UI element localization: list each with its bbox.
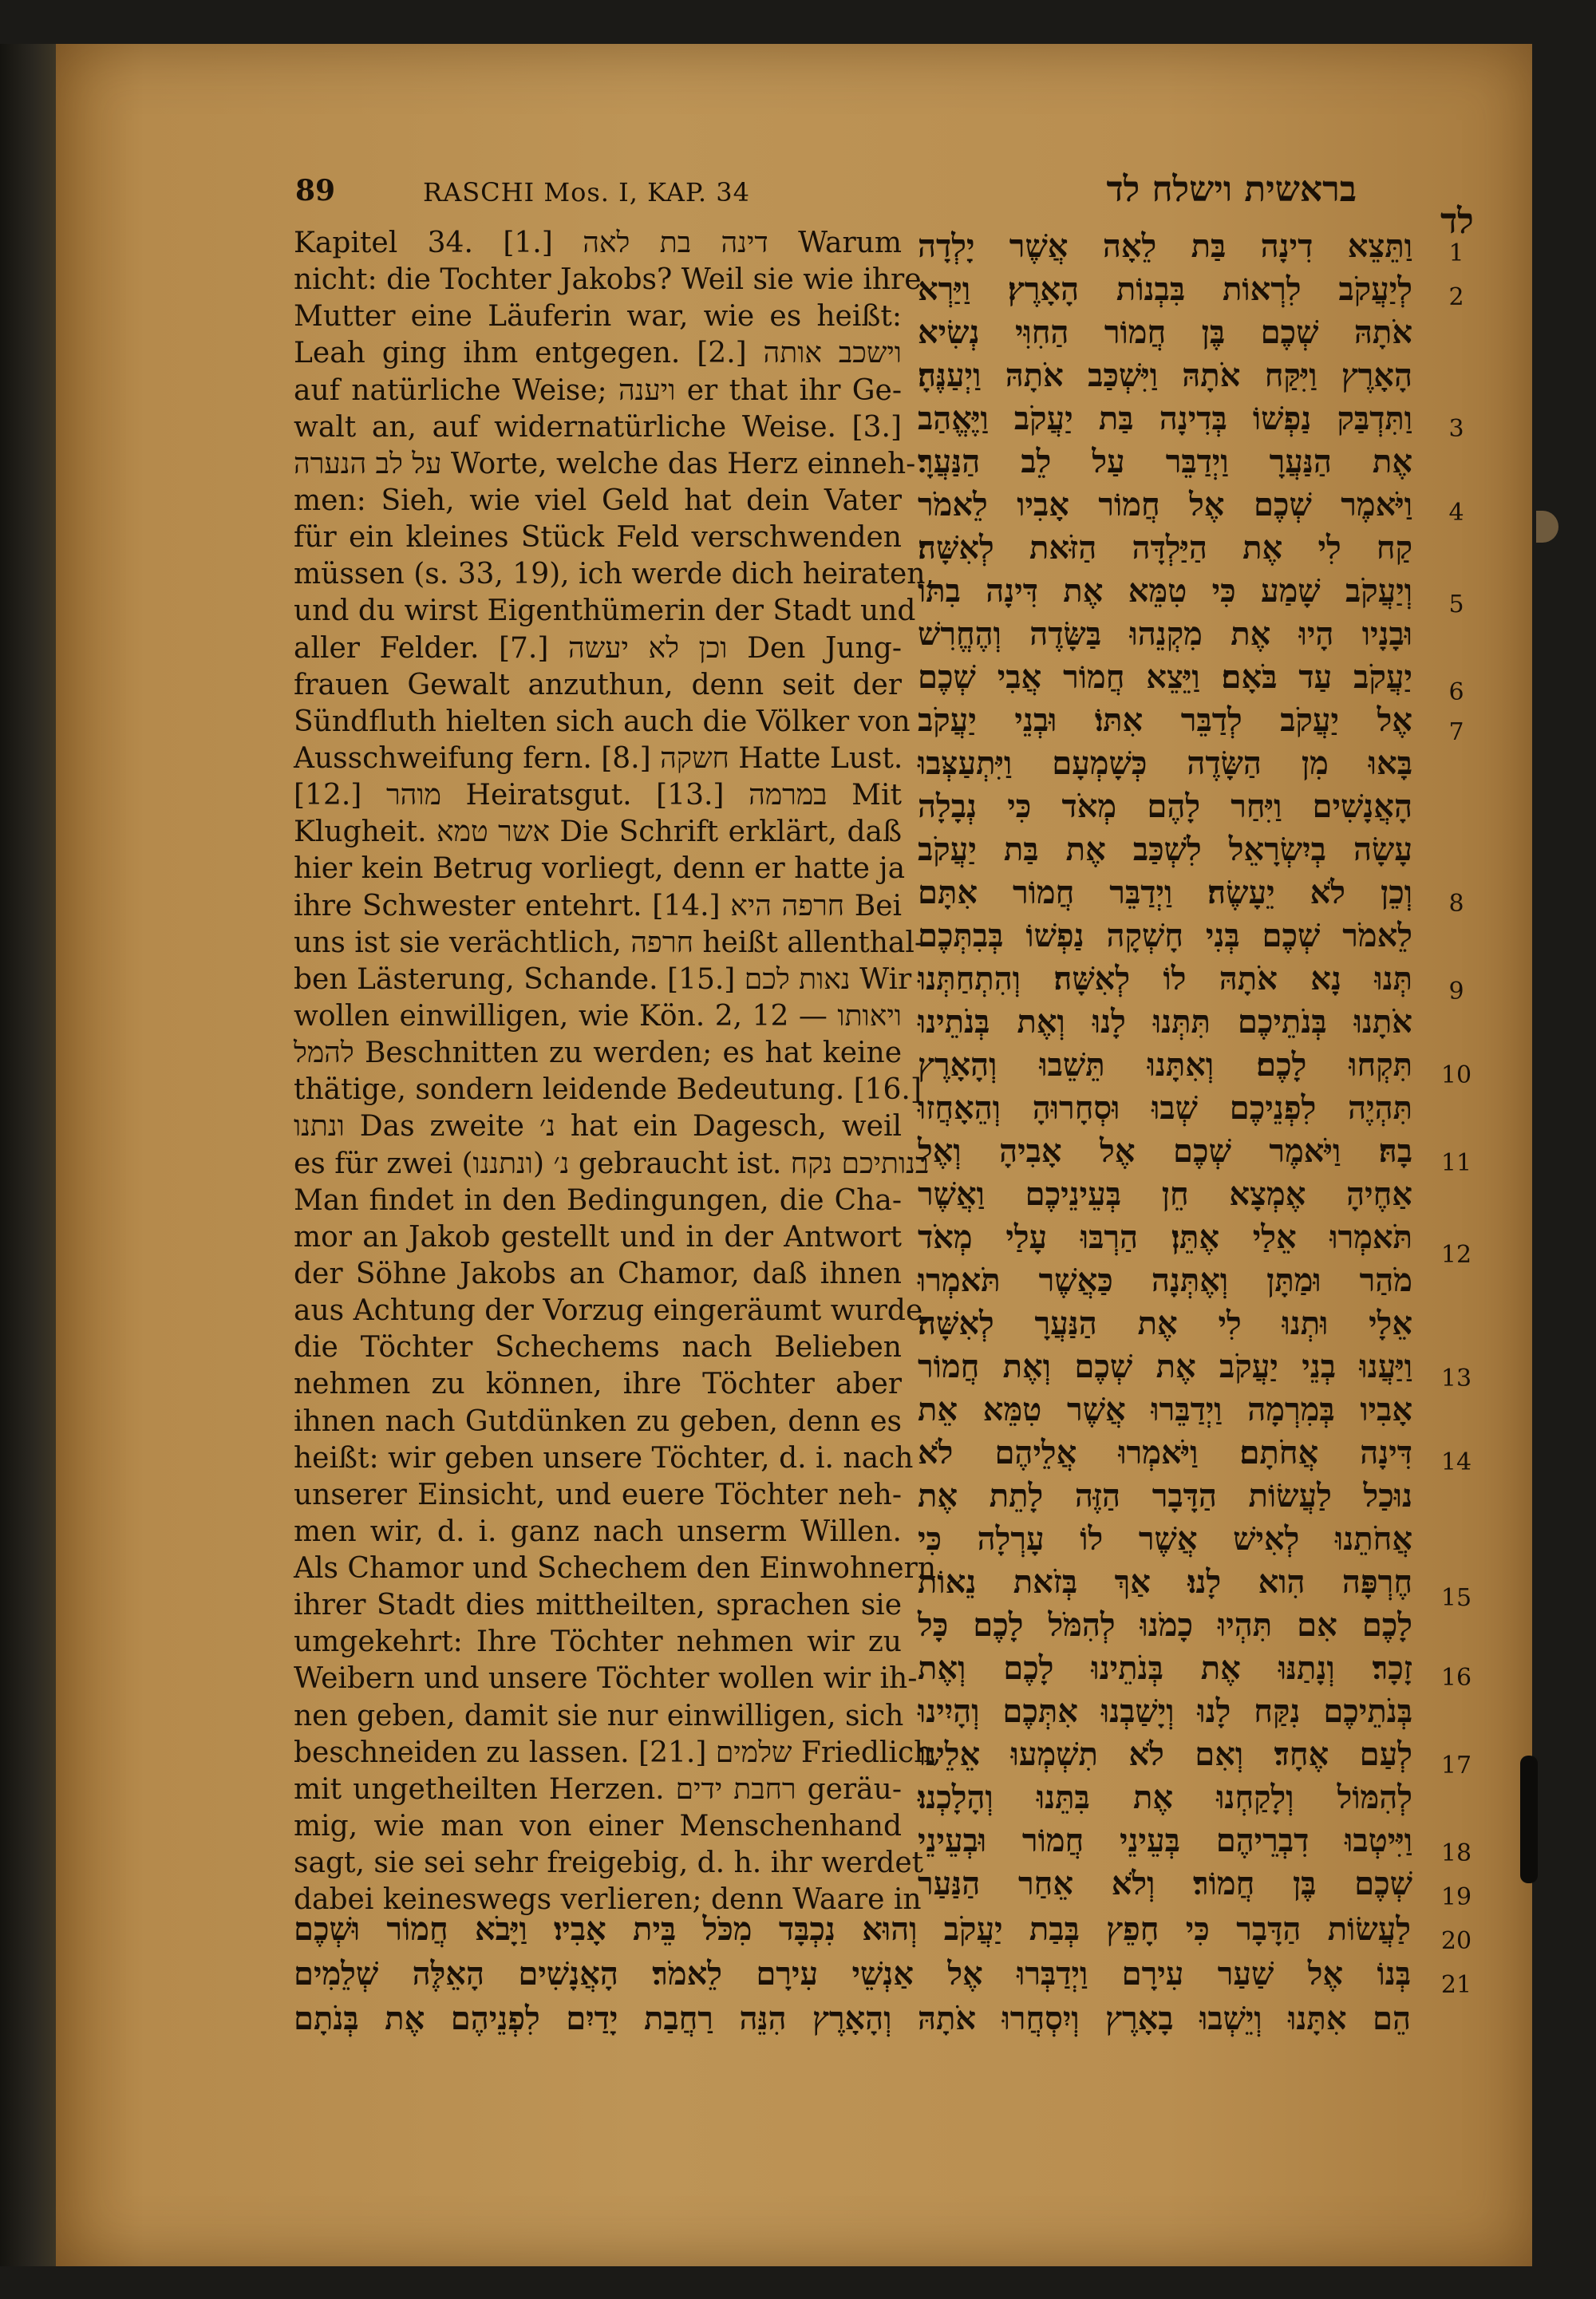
verse-number: 6 (1448, 678, 1464, 706)
hebrew-line: תִּקְחוּ לָכֶם׃ וְאִתָּנוּ תֵּשֵׁבוּ וְהָאָרֶץ (918, 1046, 1412, 1084)
verse-number: 13 (1440, 1365, 1472, 1392)
commentary-line: beschneiden zu lassen. [21.] שלמים Friedlich, (294, 1736, 942, 1769)
verse-number: 21 (1440, 1971, 1472, 1999)
commentary-line: sagt, sie sei sehr freigebig, d. h. ihr werdet (294, 1847, 924, 1880)
hebrew-line: עָשָׂה בְיִשְׂרָאֵל לִשְׁכַּב אֶת בַּת יַעֲקֹב (918, 831, 1412, 868)
commentary-line: der Söhne Jakobs an Chamor, daß ihnen (294, 1257, 902, 1290)
hebrew-bottom-line: בְּנוֹ אֶל שַׁעַר עִירָם וַיְדַבְּרוּ אֶל אַנְשֵׁי עִירָם לֵאמֹר׃ הָאֲנָשִׁים הָאֵלֶּה שְׁלֵמִים (294, 1955, 1411, 1993)
commentary-line: wollen einwilligen, wie Kön. 2, 12 — ויאותו (294, 999, 902, 1033)
commentary-line: und du wirst Eigenthümerin der Stadt und (294, 595, 916, 628)
commentary-line: aller Felder. [7.] וכן לא יעשה Den Jung- (294, 631, 902, 665)
hebrew-line: יַעֲקֹב עַד בֹּאָם׃ וַיֵּצֵא חֲמוֹר אֲבִי שְׁכֶם (918, 658, 1412, 696)
page-fold-shadow (1520, 1756, 1538, 1883)
hebrew-bottom-line: לַעֲשׂוֹת הַדָּבָר כִּי חָפֵץ בְּבַת יַעֲקֹב וְהוּא נִכְבָּד מִכֹּל בֵּית אָבִיו׃ וַיָּבֹא חֲמוֹר וּשְׁכֶם (294, 1910, 1411, 1948)
verse-number: 20 (1440, 1927, 1472, 1955)
verse-number: 11 (1440, 1149, 1472, 1177)
hebrew-line: וְיַעֲקֹב שָׁמַע כִּי טִמֵּא אֶת דִּינָה בִתּוֹ (918, 572, 1412, 610)
hebrew-line: לְהִמּוֹל וְלָקַחְנוּ אֶת בִּתֵּנוּ וְהָלָכְנוּ׃ (918, 1779, 1412, 1816)
commentary-line: mor an Jakob gestellt und in der Antwort (294, 1220, 902, 1254)
hebrew-line: וַתִּדְבַּק נַפְשׁוֹ בְּדִינָה בַּת יַעֲקֹב וַיֶּאֱהַב (918, 400, 1412, 437)
verse-number: 12 (1440, 1241, 1472, 1269)
hebrew-line: אֲחֹתֵנוּ לְאִישׁ אֲשֶׁר לוֹ עָרְלָה כִּי (918, 1520, 1412, 1558)
hebrew-line: מֹהַר וּמַתָּן וְאֶתְּנָה כַּאֲשֶׁר תֹּאמְרוּ (918, 1262, 1412, 1299)
verse-number: 4 (1448, 499, 1464, 527)
commentary-line: Mutter eine Läuferin war, wie es heißt: (294, 300, 902, 334)
hebrew-line: זָכָר׃ וְנָתַנּוּ אֶת בְּנֹתֵינוּ לָכֶם וְאֶת (918, 1649, 1412, 1687)
hebrew-line: תִּהְיֶה לִפְנֵיכֶם שְׁבוּ וּסְחָרוּהָ וְהֵאָחֲזוּ (918, 1089, 1412, 1127)
hebrew-line: אַחֶיהָ אֶמְצָא חֵן בְּעֵינֵיכֶם וַאֲשֶׁר (918, 1175, 1412, 1213)
commentary-line: mit ungetheilten Herzen. רחבת ידים geräu- (294, 1772, 902, 1806)
hebrew-line: אֹתָהּ שְׁכֶם בֶּן חֲמוֹר הַחִוִּי נְשִׂיא (918, 314, 1412, 351)
commentary-line: Sündfluth hielten sich auch die Völker von (294, 705, 911, 738)
hebrew-line: הָאֲנָשִׁים וַיִּחַר לָהֶם מְאֹד כִּי נְבָלָה (918, 788, 1412, 825)
commentary-line: Klugheit. אשר טמא Die Schrift erklärt, daß (294, 816, 903, 849)
hebrew-line: וַיֹּאמֶר שְׁכֶם אֶל חֲמוֹר אָבִיו לֵאמֹר (918, 486, 1412, 523)
commentary-line: auf natürliche Weise; ויענה er that ihr Ge- (294, 373, 902, 407)
hebrew-line: וַתֵּצֵא דִינָה בַּת לֵאָה אֲשֶׁר יָלְדָה (918, 227, 1412, 265)
verse-number: 16 (1440, 1664, 1472, 1692)
commentary-line: על לב הנערה Worte, welche das Herz einneh- (294, 447, 916, 480)
verse-number: 9 (1448, 978, 1464, 1005)
hebrew-running-title: בראשית וישלח לד (1106, 169, 1357, 210)
commentary-line: Weibern und unsere Töchter wollen wir ih- (294, 1662, 918, 1696)
commentary-line: frauen Gewalt anzuthun, denn seit der (294, 668, 902, 701)
running-title: RASCHI Mos. I, KAP. 34 (423, 177, 750, 207)
commentary-line: Ausschweifung fern. [8.] חשקה Hatte Lust. (294, 741, 903, 775)
hebrew-line: אֹתָנוּ בְּנֹתֵיכֶם תִּתְּנוּ לָנוּ וְאֶת בְּנֹתֵינוּ (918, 1003, 1412, 1041)
commentary-line: ihre Schwester entehrt. [14.] חרפה היא Bei (294, 889, 903, 922)
commentary-line: für ein kleines Stück Feld verschwenden (294, 521, 902, 555)
commentary-line: thätige, sondern leidende Bedeutung. [16.] (294, 1073, 922, 1107)
commentary-line: unserer Einsicht, und euere Töchter neh- (294, 1478, 902, 1511)
hebrew-line: אֶל יַעֲקֹב לְדַבֵּר אִתּוֹ׃ וּבְנֵי יַעֲקֹב (918, 701, 1412, 739)
commentary-line: ihrer Stadt dies mittheilten, sprachen sie (294, 1589, 902, 1622)
commentary-line: umgekehrt: Ihre Töchter nehmen wir zu (294, 1625, 902, 1659)
commentary-line: die Töchter Schechems nach Belieben (294, 1331, 902, 1365)
verse-number: 18 (1440, 1839, 1472, 1867)
verse-number: 10 (1440, 1061, 1472, 1089)
commentary-line: ihnen nach Gutdünken zu geben, denn es (294, 1404, 902, 1438)
verse-number: 3 (1448, 415, 1464, 443)
hebrew-line: דִּינָה אֲחֹתָם׃ וַיֹּאמְרוּ אֲלֵיהֶם לֹא (918, 1434, 1412, 1471)
commentary-line: es für zwei נ׳ (ונתננו) gebraucht ist. בנותיכם נקח (294, 1147, 930, 1180)
hebrew-line: בְּנֹתֵיכֶם נִקַּח לָנוּ וְיָשַׁבְנוּ אִתְּכֶם וְהָיִינוּ (918, 1693, 1412, 1730)
commentary-line: mig, wie man von einer Menschenhand (294, 1810, 902, 1843)
book-spine (0, 44, 56, 2266)
verse-number: 7 (1448, 718, 1464, 746)
commentary-line: men: Sieh, wie viel Geld hat dein Vater (294, 484, 902, 517)
commentary-line: Leah ging ihm entgegen. [2.] וישכב אותה (294, 337, 902, 370)
commentary-line: Kapitel 34. [1.] דינה בת לאה Warum (294, 227, 903, 259)
commentary-line: hier kein Betrug vorliegt, denn er hatte ja (294, 852, 906, 886)
chapter-marker: לד (1440, 201, 1474, 242)
commentary-line: dabei keineswegs verlieren; denn Waare in (294, 1883, 922, 1917)
commentary-line: uns ist sie verächtlich, חרפה heißt allenthal- (294, 926, 925, 959)
commentary-line: heißt: wir geben unsere Töchter, d. i. nach (294, 1441, 914, 1475)
hebrew-line: בָהּ׃ וַיֹּאמֶר שְׁכֶם אֶל אָבִיהָ וְאֶל (918, 1132, 1412, 1170)
hebrew-line: וַיַּעֲנוּ בְנֵי יַעֲקֹב אֶת שְׁכֶם וְאֶת חֲמוֹר (918, 1348, 1412, 1385)
verse-number: 5 (1448, 591, 1464, 618)
page-number: 89 (295, 174, 336, 207)
verse-number: 1 (1448, 239, 1464, 267)
hebrew-line: לָכֶם אִם תִּהְיוּ כָמֹנוּ לְהִמֹּל לָכֶם כָּל (918, 1606, 1412, 1644)
commentary-line: להמל Beschnitten zu werden; es hat keine (294, 1037, 902, 1070)
commentary-line: nen geben, damit sie nur einwilligen, sich (294, 1699, 904, 1732)
hebrew-line: חֶרְפָּה הִוא לָנוּ׃ אַךְ בְּזֹאת נֵאוֹת (918, 1563, 1412, 1601)
verse-number: 17 (1440, 1752, 1472, 1780)
hebrew-line: אֶת הַנַּעֲרָ וַיְדַבֵּר עַל לֵב הַנַּעֲרָ׃ (918, 443, 1412, 480)
hebrew-line: לְעַם אֶחָד׃ וְאִם לֹא תִשְׁמְעוּ אֵלֵינוּ (918, 1736, 1412, 1773)
hebrew-line: תְּנוּ נָא אֹתָהּ לוֹ לְאִשָּׁה׃ וְהִתְחַתְּנוּ (918, 960, 1412, 997)
hebrew-line: לְיַעֲקֹב לִרְאוֹת בִּבְנוֹת הָאָרֶץ׃ וַיַּרְא (918, 271, 1412, 308)
commentary-line: nehmen zu können, ihre Töchter aber (294, 1368, 902, 1401)
hebrew-line: אֵלָי וּתְנוּ לִי אֶת הַנַּעֲרָ לְאִשָּׁה׃ (918, 1305, 1412, 1342)
commentary-line: ונתנו Das zweite נ׳ hat ein Dagesch, weil (294, 1110, 902, 1144)
verse-number: 14 (1440, 1448, 1472, 1476)
page-edge-tab (1536, 511, 1558, 543)
hebrew-line: שְׁכֶם בֶּן חֲמוֹר׃ וְלֹא אֵחַר הַנַּעַר (918, 1865, 1412, 1902)
hebrew-bottom-line: הֵם אִתָּנוּ וְיֵשְׁבוּ בָאָרֶץ וְיִסְחֲרוּ אֹתָהּ וְהָאָרֶץ הִנֵּה רַחֲבַת יָדַיִם לִפְנֵיהֶם אֶת בְּנֹתָם (294, 2000, 1411, 2037)
verse-number: 2 (1448, 283, 1464, 311)
commentary-line: Man findet in den Bedingungen, die Cha- (294, 1183, 902, 1217)
commentary-line: walt an, auf widernatürliche Weise. [3.] (294, 410, 902, 444)
commentary-line: men wir, d. i. ganz nach unserm Willen. (294, 1515, 902, 1548)
commentary-line: ben Lästerung, Schande. [15.] נאות לכם Wir (294, 962, 912, 996)
hebrew-line: קַח לִי אֶת הַיַּלְדָּה הַזֹּאת לְאִשָּׁה׃ (918, 529, 1412, 567)
hebrew-line: וְכֵן לֹא יֵעָשֶׂה׃ וַיְדַבֵּר חֲמוֹר אִתָּם (918, 874, 1412, 911)
commentary-line: aus Achtung der Vorzug eingeräumt wurde, (294, 1294, 932, 1328)
commentary-line: [12.] מוהר Heiratsgut. [13.] במרמה Mit (294, 779, 902, 812)
verse-number: 15 (1440, 1584, 1472, 1612)
hebrew-line: לֵאמֹר שְׁכֶם בְּנִי חָשְׁקָה נַפְשׁוֹ בְּבִתְּכֶם (918, 917, 1412, 954)
hebrew-line: תֹּאמְרוּ אֵלַי אֶתֵּן׃ הַרְבּוּ עָלַי מְאֹד (918, 1219, 1412, 1256)
commentary-line: Als Chamor und Schechem den Einwohnern (294, 1552, 937, 1586)
verse-number: 19 (1440, 1883, 1472, 1911)
hebrew-line: וּבָנָיו הָיוּ אֶת מִקְנֵהוּ בַּשָּׂדֶה וְהֶחֱרִשׁ (918, 615, 1412, 653)
hebrew-line: נוּכַל לַעֲשׂוֹת הַדָּבָר הַזֶּה לָתֵת אֶת (918, 1477, 1412, 1515)
commentary-line: müssen (s. 33, 19), ich werde dich heiraten, (294, 558, 934, 591)
hebrew-line: וַיִּיטְבוּ דִבְרֵיהֶם בְּעֵינֵי חֲמוֹר וּבְעֵינֵי (918, 1822, 1412, 1859)
hebrew-line: הָאָרֶץ וַיִּקַּח אֹתָהּ וַיִּשְׁכַּב אֹתָהּ וַיְעַנֶּהָ׃ (918, 357, 1412, 394)
verse-number: 8 (1448, 890, 1464, 918)
hebrew-line: אָבִיו בְּמִרְמָה וַיְדַבֵּרוּ אֲשֶׁר טִמֵּא אֵת (918, 1391, 1412, 1428)
commentary-line: nicht: die Tochter Jakobs? Weil sie wie ihre (294, 263, 922, 297)
hebrew-line: בָּאוּ מִן הַשָּׂדֶה כְּשָׁמְעָם וַיִּתְעַצְּבוּ (918, 745, 1412, 782)
rashi-commentary-column (294, 225, 942, 1918)
